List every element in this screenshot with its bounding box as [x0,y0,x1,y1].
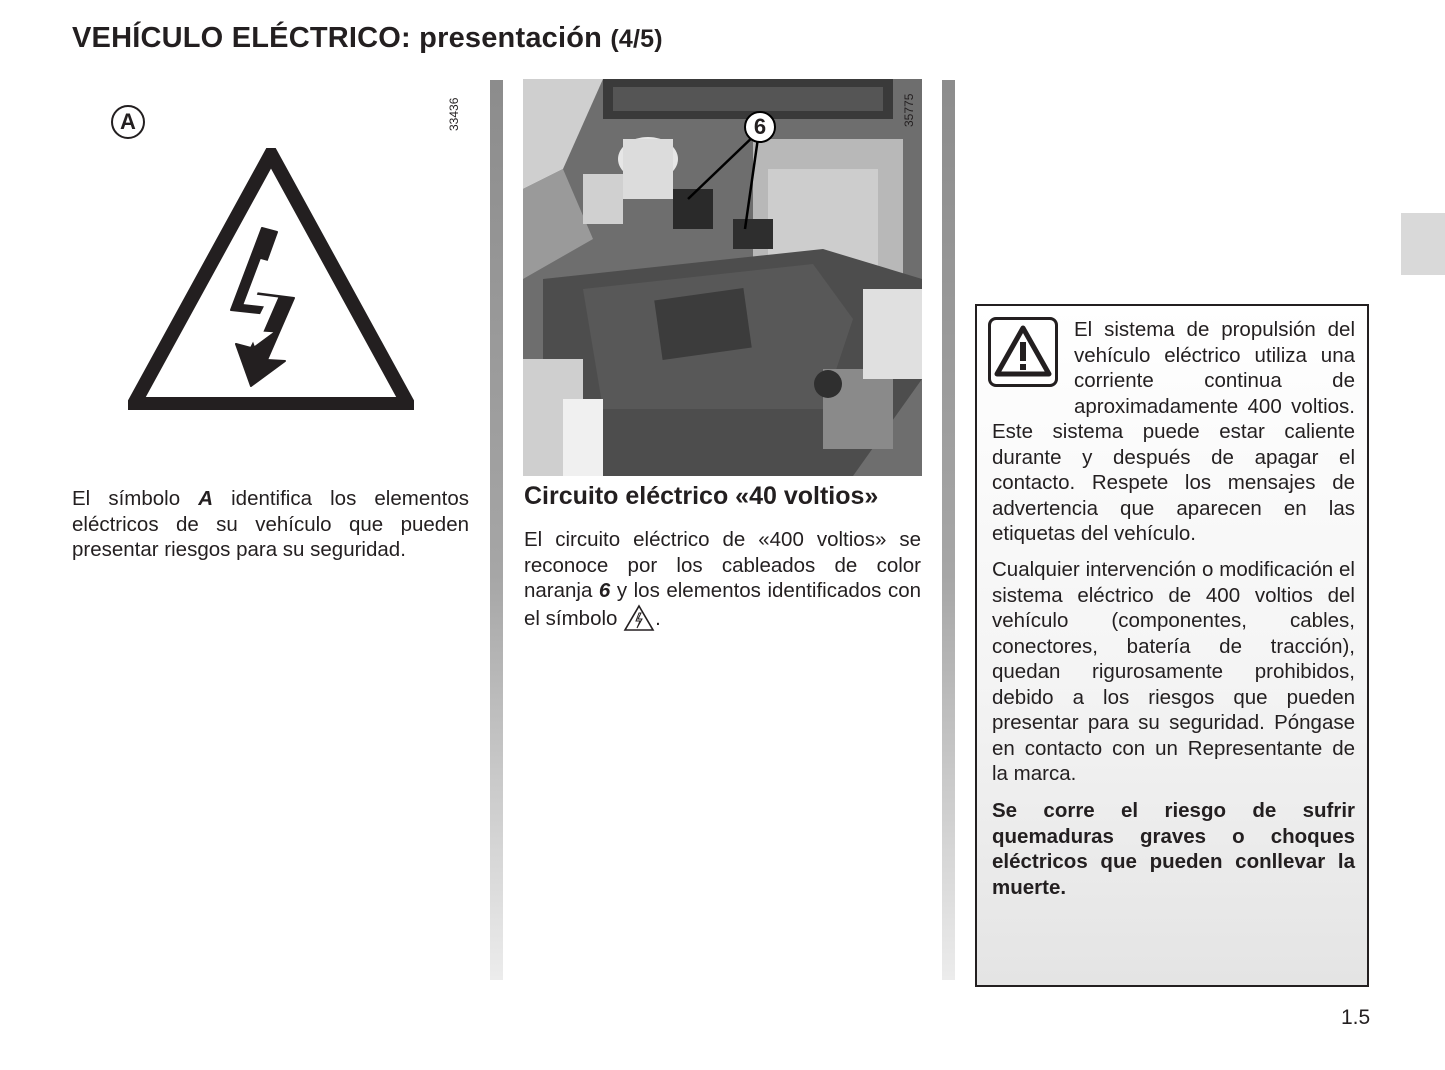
symbol-a-label: A [111,105,145,139]
warning-paragraph-2: Cualquier intervención o modificación el sistema eléctrico de 400 voltios del vehículo (componentes, cables, conectores, batería de tracción), quedan rigurosamente prohibidos, debido a los riesgos que pueden presentar para su seguridad. Póngase en contacto con un Representante de la marca. [992,558,1355,785]
warning-paragraph-3: Se corre el riesgo de sufrir quemaduras graves o choques eléctricos que pueden conllevar la muerte. [992,799,1355,899]
column-divider-left [490,80,503,980]
left-paragraph: El símbolo A identifica los elementos eléctricos de su vehículo que pueden presentar riesgos para su seguridad. [72,487,469,562]
callout-number-6: 6 [753,114,767,139]
middle-paragraph: El circuito eléctrico de «400 voltios» se reconoce por los cableados de color naranja 6 y los elementos identificados con el símbolo . [524,528,921,630]
chapter-side-tab [1401,213,1445,275]
column-divider-right [942,80,955,980]
figure-code-left: 33436 [447,97,461,131]
warning-paragraph-1: El sistema de propulsión del vehículo eléctrico utiliza una corriente continua de aproximadamente 400 voltios. Este sistema puede estar caliente durante y después de apagar el contacto. Respete los mensajes de advertencia que aparecen en las etiquetas del vehículo. [992,318,1355,545]
page-number: 1.5 [1341,1006,1371,1029]
page-title [72,22,663,55]
small-high-voltage-icon [623,604,655,632]
high-voltage-triangle-icon [128,148,414,410]
title-page-indicator: (4/5) [610,25,663,53]
engine-compartment-photo [523,79,922,476]
section-heading: Circuito eléctrico «40 voltios» [524,482,879,510]
figure-code-middle: 35775 [902,93,916,127]
title-text: VEHÍCULO ELÉCTRICO: presentación [72,22,603,54]
